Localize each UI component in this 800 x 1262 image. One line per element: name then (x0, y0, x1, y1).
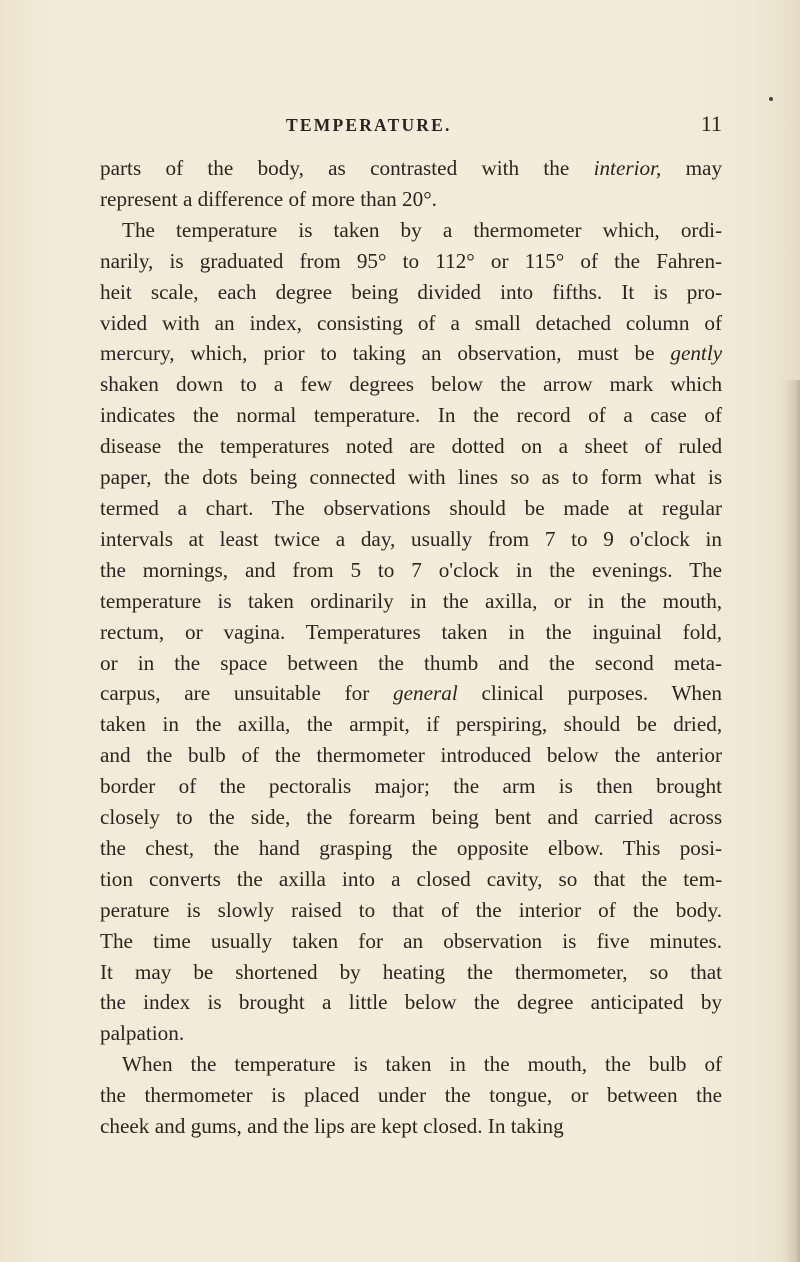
text-line: perature is slowly raised to that of the interior of the body. (100, 897, 723, 922)
text-line: tion converts the axilla into a closed cavity, so that the tem- (100, 866, 723, 891)
text-line: intervals at least twice a day, usually from 7 to 9 o'clock in (100, 526, 723, 551)
text-line: The temperature is taken by a thermometer which, ordi- (122, 217, 723, 242)
text-line: represent a difference of more than 20°. (100, 186, 437, 211)
page-header (286, 111, 722, 141)
text-line: cheek and gums, and the lips are kept closed. In taking (100, 1114, 564, 1139)
text-line: termed a chart. The observations should be made at regular (100, 495, 723, 520)
text-line: taken in the axilla, the armpit, if perspiring, should be dried, (100, 712, 723, 737)
text-line: It may be shortened by heating the thermometer, so that (100, 959, 723, 984)
body-text (100, 153, 722, 1142)
text-line: the chest, the hand grasping the opposite elbow. This posi- (100, 835, 723, 860)
text-line: rectum, or vagina. Temperatures taken in the inguinal fold, (100, 619, 723, 644)
text-line: paper, the dots being connected with lines so as to form what is (100, 465, 723, 490)
text-line: closely to the side, the forearm being bent and carried across (100, 805, 723, 830)
print-speck (769, 97, 773, 101)
paragraph (100, 1049, 722, 1142)
text-line: mercury, which, prior to taking an observation, must be gently (100, 341, 723, 366)
text-line: temperature is taken ordinarily in the axilla, or in the mouth, (100, 588, 723, 613)
running-title: TEMPERATURE. (286, 115, 452, 135)
page-number: 11 (700, 111, 722, 136)
text-line: carpus, are unsuitable for general clinical purposes. When (100, 681, 723, 706)
text-line: disease the temperatures noted are dotted on a sheet of ruled (100, 434, 723, 459)
text-line: the thermometer is placed under the tongue, or between the (100, 1083, 723, 1108)
text-line: parts of the body, as contrasted with the interior, may (100, 156, 723, 180)
text-line: and the bulb of the thermometer introduced below the anterior (100, 743, 723, 768)
text-line: narily, is graduated from 95° to 112° or 115° of the Fahren- (100, 248, 723, 273)
text-line: shaken down to a few degrees below the arrow mark which (100, 372, 723, 397)
text-line: the mornings, and from 5 to 7 o'clock in the evenings. The (100, 557, 723, 582)
text-line: border of the pectoralis major; the arm is then brought (100, 774, 723, 799)
paragraph (100, 215, 722, 1049)
text-line: indicates the normal temperature. In the record of a case of (100, 403, 722, 428)
text-line: vided with an index, consisting of a small detached column of (100, 310, 723, 335)
text-line: palpation. (100, 1021, 185, 1046)
text-line: heit scale, each degree being divided into fifths. It is pro- (100, 279, 723, 304)
text-line: or in the space between the thumb and the second meta- (100, 650, 723, 675)
text-line: the index is brought a little below the degree anticipated by (100, 990, 723, 1015)
paragraph (100, 153, 722, 215)
text-line: The time usually taken for an observation is five minutes. (100, 928, 723, 953)
text-line: When the temperature is taken in the mouth, the bulb of (122, 1052, 723, 1077)
page-edge-shadow (782, 380, 800, 1262)
